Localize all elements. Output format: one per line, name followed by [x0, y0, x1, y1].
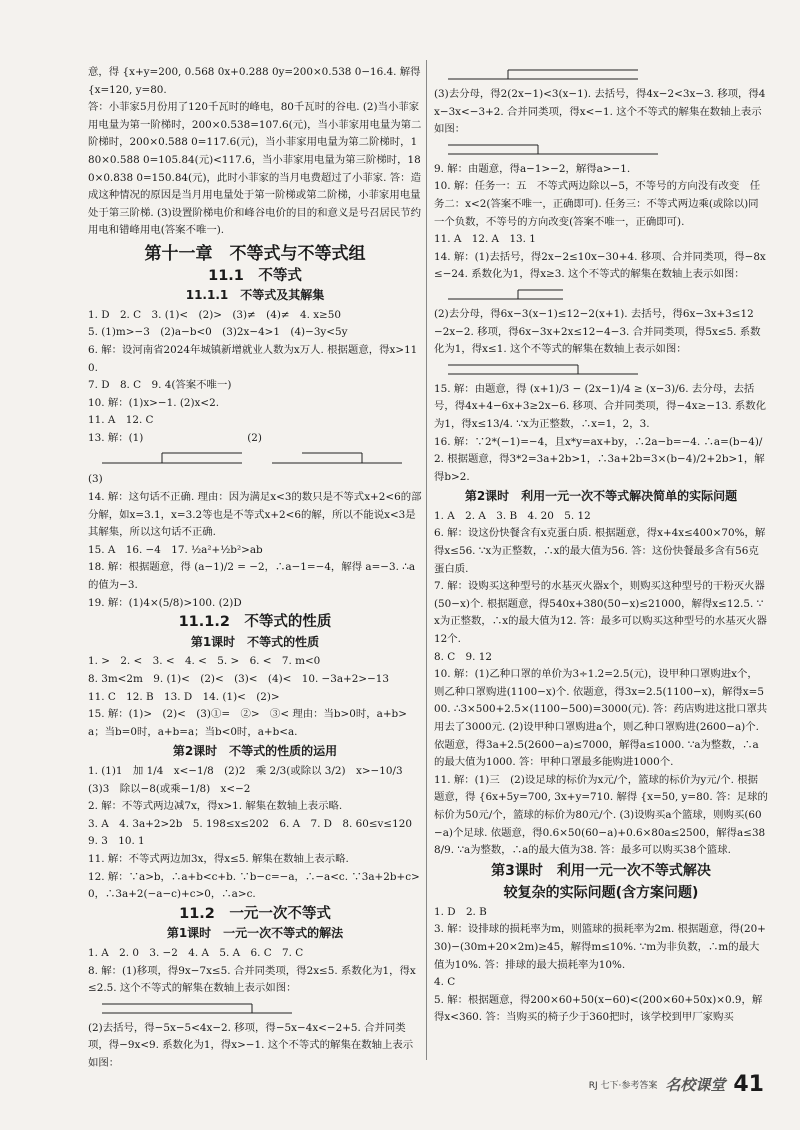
answer-line: 8. 解：(1)移项，得9x−7x≤5. 合并同类项，得2x≤5. 系数化为1，得x≤2.5. 这个不等式的解集在数轴上表示如图： [88, 964, 416, 995]
chapter-title: 第十一章 不等式与不等式组 [144, 243, 366, 264]
binding-margin-marks [4, 60, 18, 360]
number-line-diagram [102, 449, 412, 469]
answer-line: 3. 解：设排球的损耗率为m，则篮球的损耗率为2m. 根据题意，得(20+30)−(30m+20×2m)≥45，解得m≤10%. ∵m为非负数，∴m的最大值为10%. 答：排球的最大损耗率为10%. [434, 923, 766, 971]
answer-line: 8. C 9. 12 [434, 650, 492, 663]
lesson-title-line-1: 第3课时 利用一元一次不等式解决 [491, 862, 711, 879]
answer-line: 10. 解：(1)x>−1. (2)x<2. [88, 396, 220, 409]
section-title-11-1-2: 11.1.2 不等式的性质 [178, 614, 332, 631]
page-footer [589, 1072, 764, 1097]
page-number: 41 [733, 1072, 764, 1097]
answer-line: 答：小菲家5月份用了120千瓦时的峰电，80千瓦时的谷电. (2)当小菲家用电量为第一阶梯时，200×0.538=107.6(元)，当小菲家用电量为第二阶梯时，200×0.588 0=117.6(元)，当小菲家用电量为第二阶梯时，180×0.588 0=105.84(元)<117.6，当小菲家用电量为第三阶梯时，180×0.838 0=150.84(元)，此时小菲家的当月电费超过了小菲家. 答：造成这种情况的原因是当月用电量处于第一阶梯或第二阶梯，小菲家用电量处于第三阶梯. (3)设置阶梯电价和峰谷电价的目的和意义是号召居民节约用电和错峰用电(答案不唯一). [88, 101, 422, 237]
answer-line: 16. 解：∵2*(−1)=−4，且x*y=ax+by，∴2a−b=−4. ∴a=(b−4)/2. 根据题意，得3*2=3a+2b>1，∴3a+2b=3×(b−4)/2+2b>1，解得b>2. [434, 435, 765, 483]
right-column [434, 64, 768, 1027]
answer-line: 1. A 2. A 3. B 4. 20 5. 12 [434, 509, 591, 522]
answer-line: (3) [88, 473, 103, 486]
answer-line: (2)去括号，得−5x−5<4x−2. 移项，得−5x−4x<−2+5. 合并同类项，得−9x<9. 系数化为1，得x>−1. 这个不等式的解集在数轴上表示如图： [88, 1021, 414, 1069]
number-line-diagram [448, 141, 668, 159]
answer-line: (3)去分母，得2(2x−1)<3(x−1). 去括号，得4x−2<3x−3. 移项，得4x−3x<−3+2. 合并同类项，得x<−1. 这个不等式的解集在数轴上表示如图： [434, 88, 766, 136]
answer-line: 4. C [434, 976, 456, 989]
number-line-diagram [448, 286, 568, 304]
lesson-title: 第2课时 利用一元一次不等式解决简单的实际问题 [464, 489, 738, 504]
answer-line: 8. 3m<2m 9. (1)< (2)< (3)< (4)< 10. −3a+2>−13 [88, 673, 390, 685]
answer-line: 11. A 12. A 13. 1 [434, 233, 536, 246]
answer-line: 15. 解：(1)> (2)< (3)①= ②> ③< 理由：当b>0时，a+b>a；当b=0时，a+b=a；当b<0时，a+b<a. [88, 708, 407, 738]
answer-line: 11. 解：不等式两边加3x，得x≤5. 解集在数轴上表示略. [88, 852, 349, 865]
answer-line: 14. 解：(1)去括号，得2x−2≤10x−30+4. 移项、合并同类项，得−8x≤−24. 系数化为1，得x≥3. 这个不等式的解集在数轴上表示如图： [434, 250, 766, 281]
lesson-title-line-2: 较复杂的实际问题(含方案问题) [503, 884, 699, 901]
footer-code: RJ 七下·参考答案 [588, 1081, 658, 1091]
answer-line: 13. 解：(1) (2) [88, 431, 262, 444]
answer-line: 10. 解：(1)乙种口罩的单价为3÷1.2=2.5(元)，设甲种口罩购进x个，则乙种口罩购进(1100−x)个. 依题意，得3x=2.5(1100−x)，解得x=500. ∴3×500+2.5×(1100−500)=3000(元). 答：药店购进这批口罩共用去了3000元. (2)设甲种口罩购进a个，则乙种口罩购进(2600−a)个. 依题意，得3a+2.5(2600−a)≤7000，解得a≤1000. ∵a为整数，∴a的最大值为1000. 答：甲种口罩最多能购进1000个. [434, 668, 768, 769]
answer-line: 9. 3 10. 1 [88, 835, 145, 848]
answer-line: 9. 解：由题意，得a−1>−2，解得a>−1. [434, 162, 631, 175]
answer-line: 18. 解：根据题意，得 (a−1)/2 = −2，∴a−1=−4，解得 a=−3. ∴a的值为−3. [88, 561, 416, 592]
answer-line: 1. > 2. < 3. < 4. < 5. > 6. < 7. m<0 [88, 655, 321, 668]
lesson-title: 第2课时 不等式的性质的运用 [172, 744, 338, 759]
lesson-title: 第1课时 不等式的性质 [190, 634, 320, 649]
answer-line: 19. 解：(1)4×(5/8)>100. (2)D [88, 596, 242, 609]
answer-line: 11. 解：(1)三 (2)设足球的标价为x元/个，篮球的标价为y元/个. 根据题意，得 {6x+5y=700, 3x+y=710. 解得 {x=50, y=80. 答：足球的标价为50元/个，篮球的标价为80元/个. (3)设购买a个篮球，则购买(60−a)个足球. 依题意，得0.6×50(60−a)+0.6×80a≤2500，解得a≤38 8/9. ∵a为整数，∴a的最大值为38. 答：最多可以购买38个篮球. [434, 773, 768, 857]
answer-line: 5. 解：根据题意，得200×60+50(x−60)<(200×60+50x)×0.9，解得x<360. 答：当购买的椅子少于360把时，该学校到甲厂家购买 [434, 993, 763, 1024]
answer-line: (2)去分母，得6x−3(x−1)≤12−2(x+1). 去括号，得6x−3x+3≤12−2x−2. 移项，得6x−3x+2x≤12−4−3. 合并同类项，得5x≤5. 系数化为1，得x≤1. 这个不等式的解集在数轴上表示如图： [434, 307, 761, 356]
answer-line: 1. D 2. C 3. (1)< (2)> (3)≠ (4)≠ 4. x≥50 [88, 308, 341, 321]
answer-line: 7. D 8. C 9. 4(答案不唯一) [88, 379, 232, 392]
answer-line: 10. 解：任务一：五 不等式两边除以−5，不等号的方向没有改变 任务二：x<2(答案不唯一，正确即可). 任务三：不等式两边乘(或除以)同一个负数，不等号的方向改变(答案不唯一，正确即可). [434, 180, 761, 228]
answer-line: 1. (1)1 加 1/4 x<−1/8 (2)2 乘 2/3(或除以 3/2) x>−10/3 (3)3 除以−8(或乘−1/8) x<−2 [88, 764, 413, 795]
answer-line: 6. 解：设河南省2024年城镇新增就业人数为x万人. 根据题意，得x>110. [88, 343, 418, 374]
number-line-diagram [102, 1000, 302, 1018]
answer-line: 6. 解：设这份快餐含有x克蛋白质. 根据题意，得x+4x≤400×70%，解得x≤56. ∵x为正整数，∴x的最大值为56. 答：这份快餐最多含有56克蛋白质. [434, 527, 766, 575]
answer-line: 5. (1)m>−3 (2)a−b<0 (3)2x−4>1 (4)−3y<5y [88, 326, 348, 339]
column-divider [426, 60, 427, 1060]
answer-line: 1. D 2. B [434, 905, 487, 918]
answer-line: 意，得 {x+y=200, 0.568 0x+0.288 0y=200×0.538 0−16.4. 解得 {x=120, y=80. [88, 66, 421, 96]
answer-line: 15. 解：由题意，得 (x+1)/3 − (2x−1)/4 ≥ (x−3)/6. 去分母，去括号，得4x+4−6x+3≥2x−6. 移项、合并同类项，得−4x≥−13. 系数化为1，得x≤13/4. ∵x为正整数，∴x=1，2，3. [434, 382, 767, 430]
answer-line: 11. C 12. B 13. D 14. (1)< (2)> [88, 690, 280, 703]
answer-line: 14. 解：这句话不正确. 理由：因为满足x<3的数只是不等式x+2<6的部分解，如x=3.1，x=3.2等也是不等式x+2<6的解，所以不能说x<3是其解集，所以这句话不正确. [88, 491, 422, 539]
answer-line: 3. A 4. 3a+2>2b 5. 198≤x≤202 6. A 7. D 8. 60≤v≤120 [88, 817, 412, 830]
brand-logo: 名校课堂 [665, 1076, 726, 1094]
answer-line: 2. 解：不等式两边减7x，得x>1. 解集在数轴上表示略. [88, 800, 343, 813]
answer-line: 1. A 2. 0 3. −2 4. A 5. A 6. C 7. C [88, 946, 304, 959]
answer-line: 12. 解：∵a>b，∴a+b<c+b. ∵b−c=−a，∴−a<c. ∵3a+2b+c>0，∴3a+2(−a−c)+c>0，∴a>c. [88, 870, 420, 901]
section-title-11-1: 11.1 不等式 [208, 267, 302, 284]
number-line-diagram [448, 361, 648, 379]
lesson-title: 第1课时 一元一次不等式的解法 [166, 926, 344, 941]
number-line-diagram [448, 66, 648, 84]
answer-line: 11. A 12. C [88, 414, 154, 427]
answer-line: 7. 解：设购买这种型号的水基灭火器x个，则购买这种型号的干粉灭火器(50−x)个. 根据题意，得540x+380(50−x)≤21000，解得x≤12.5. ∵x为正整数，∴x的最大值为12. 答：最多可以购买这种型号的水基灭火器12个. [434, 580, 767, 646]
left-column [88, 64, 422, 1072]
section-title-11-2: 11.2 一元一次不等式 [179, 905, 331, 922]
section-title-11-1-1: 11.1.1 不等式及其解集 [185, 288, 325, 303]
answer-line: 15. A 16. −4 17. ½a²+½b²>ab [88, 543, 263, 556]
